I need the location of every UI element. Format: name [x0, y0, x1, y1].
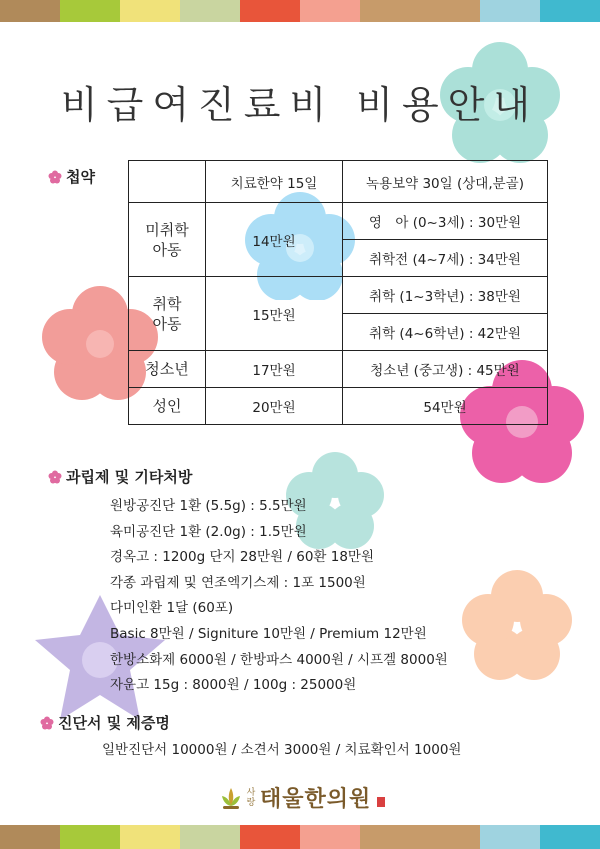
price-cell: 17만원: [206, 351, 343, 388]
flower-bullet-icon: [48, 170, 62, 184]
sub-price-cell: 청소년 (중고생) : 45만원: [343, 351, 548, 388]
header-cell: 녹용보약 30일 (상대,분골): [343, 161, 548, 203]
table-row: [129, 351, 548, 388]
seal-stamp-icon: [377, 797, 385, 807]
lotus-logo-icon: [220, 786, 242, 810]
other-items-list: [110, 494, 448, 699]
section-heading-cert: 진단서 및 제증명: [40, 712, 170, 733]
section-heading-other: 과립제 및 기타처방: [48, 466, 192, 487]
bottom-color-stripe: [0, 825, 600, 849]
row-label: 청소년: [129, 351, 206, 388]
sub-price-cell: 54만원: [343, 388, 548, 425]
row-label: 성인: [129, 388, 206, 425]
certificate-prices: 일반진단서 10000원 / 소견서 3000원 / 치료확인서 1000원: [102, 742, 462, 758]
table-row: [129, 203, 548, 240]
empty-header-cell: [129, 161, 206, 203]
price-cell: 15만원: [206, 277, 343, 351]
flower-bullet-icon: [48, 470, 62, 484]
list-item: 육미공진단 1환 (2.0g) : 1.5만원: [110, 523, 307, 540]
header-cell: 치료한약 15일: [206, 161, 343, 203]
page-title: 비급여진료비 비용안내: [60, 83, 540, 127]
logo-name: 태울한의원: [260, 787, 372, 812]
section-heading-contract: 첩약: [48, 166, 95, 187]
top-color-stripe: [0, 0, 600, 22]
sub-price-cell: 취학전 (4~7세) : 34만원: [343, 240, 548, 277]
list-item: 각종 과립제 및 연조엑기스제 : 1포 1500원: [110, 574, 366, 591]
list-item: 원방공진단 1환 (5.5g) : 5.5만원: [110, 498, 307, 514]
table-header-row: [129, 161, 548, 203]
peach-flower-decoration: [460, 568, 575, 683]
list-item: 한방소화제 6000원 / 한방파스 4000원 / 시프겔 8000원: [110, 651, 448, 668]
sub-price-cell: 취학 (4~6학년) : 42만원: [343, 314, 548, 351]
price-table: [128, 160, 548, 425]
list-item: 경옥고 : 1200g 단지 28만원 / 60환 18만원: [110, 549, 375, 566]
list-item: Basic 8만원 / Signiture 10만원 / Premium 12만원: [110, 625, 427, 642]
list-item: 자운고 15g : 8000원 / 100g : 25000원: [110, 677, 357, 694]
logo-prefix: 사 랑: [246, 787, 256, 808]
row-label: 취학 아동: [129, 277, 206, 351]
list-item: 다미인환 1달 (60포): [110, 600, 234, 617]
price-cell: 20만원: [206, 388, 343, 425]
table-row: [129, 388, 548, 425]
price-cell: 14만원: [206, 203, 343, 277]
row-label: 미취학 아동: [129, 203, 206, 277]
table-row: [129, 277, 548, 314]
clinic-logo: [220, 782, 385, 813]
flower-bullet-icon: [40, 716, 54, 730]
sub-price-cell: 취학 (1~3학년) : 38만원: [343, 277, 548, 314]
sub-price-cell: 영 아 (0~3세) : 30만원: [343, 203, 548, 240]
